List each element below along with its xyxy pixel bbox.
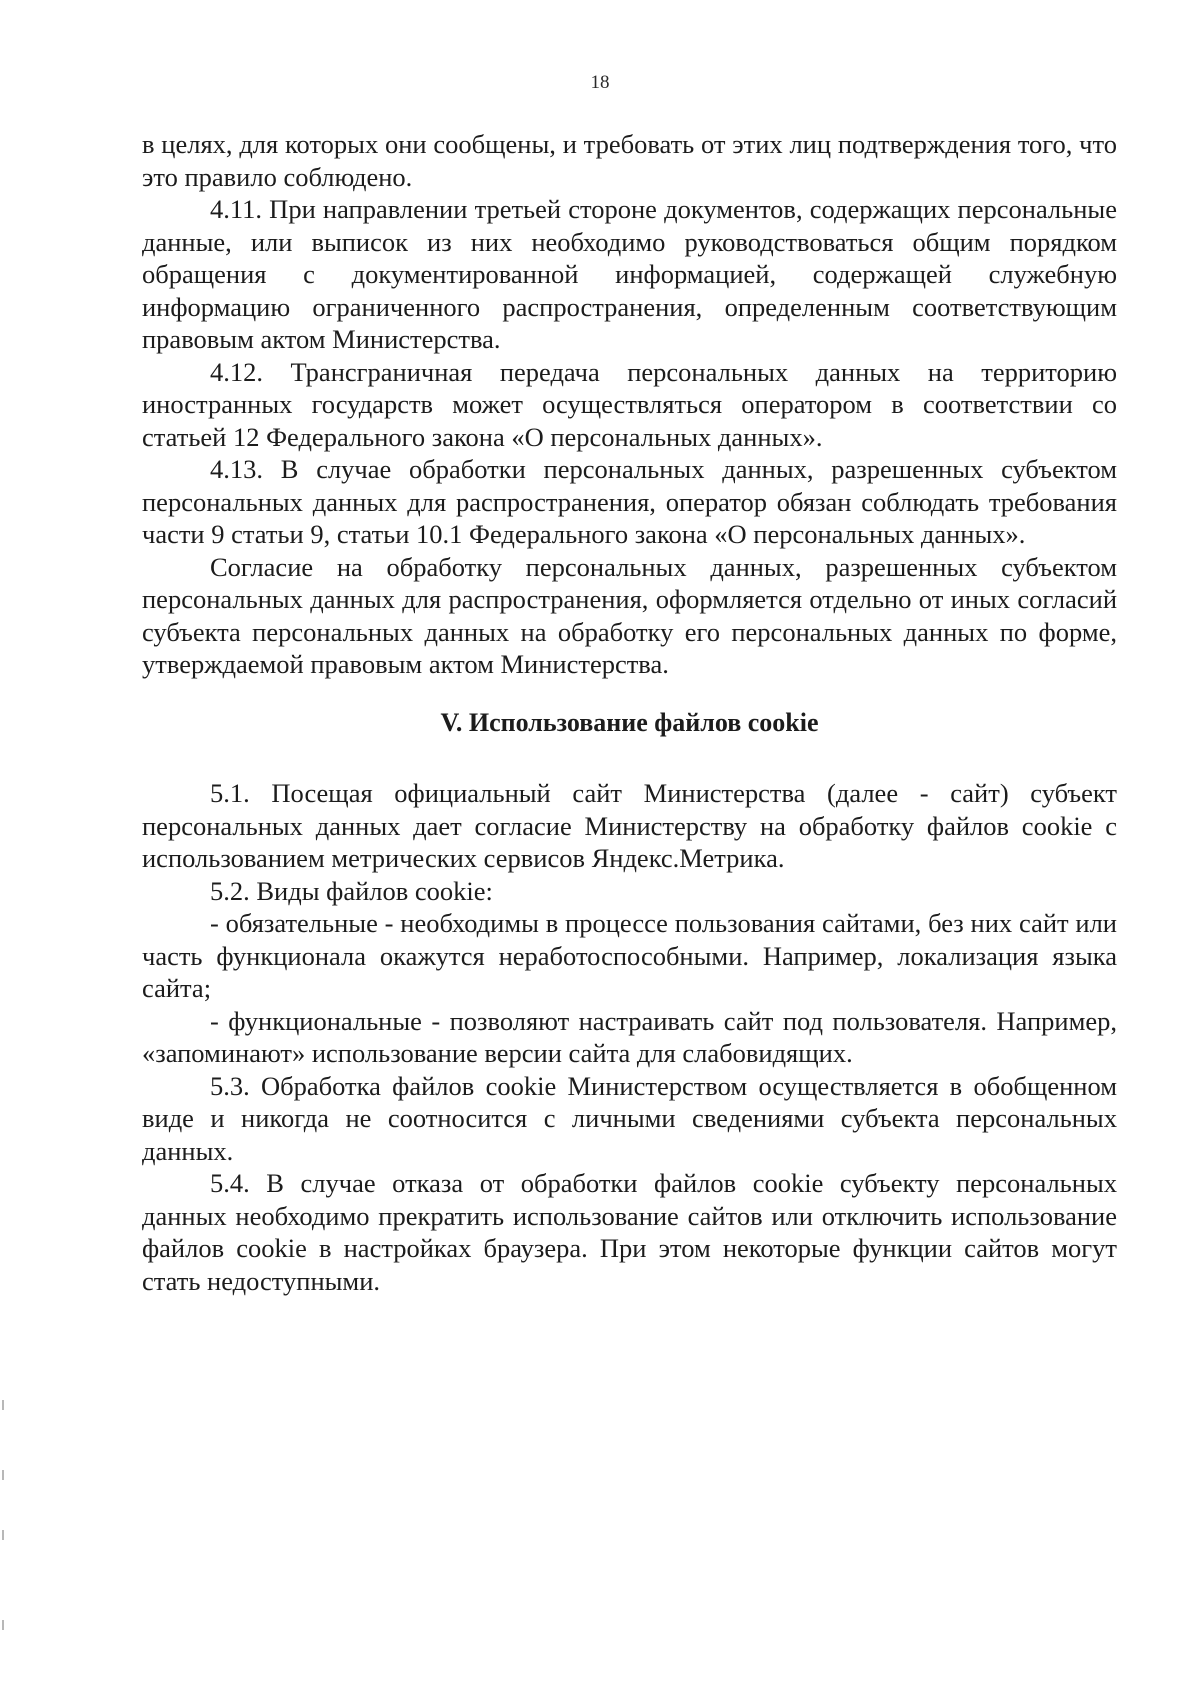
scan-edge-mark <box>2 1530 4 1540</box>
scan-edge-mark <box>2 1400 4 1410</box>
page-number: 18 <box>590 72 610 93</box>
paragraph-continuation: в целях, для которых они сообщены, и требовать от этих лиц подтверждения того, что это правило соблюдено. <box>142 129 1117 192</box>
scan-edge-mark <box>2 1620 4 1630</box>
paragraph-5-3: 5.3. Обработка файлов cookie Министерством осуществляется в обобщенном виде и никогда не соотносится с личными сведениями субъекта персональных данных. <box>142 1070 1117 1166</box>
paragraph-consent: Согласие на обработку персональных данных, разрешенных субъектом персональных данных для распространения, оформляется отдельно от иных согласий субъекта персональных данных на обработку его персональных данных по форме, утверждаемой правовым актом Министерства. <box>142 551 1117 679</box>
scan-edge-mark <box>2 1470 4 1480</box>
paragraph-cookie-mandatory: - обязательные - необходимы в процессе пользования сайтами, без них сайт или часть функционала окажутся неработоспособными. Например, локализация языка сайта; <box>142 908 1117 1003</box>
paragraph-5-4: 5.4. В случае отказа от обработки файлов cookie субъекту персональных данных необходимо прекратить использование сайтов или отключить использование файлов cookie в настройках браузера. При этом некоторые функции сайтов могут стать недоступными. <box>142 1168 1117 1296</box>
document-body <box>142 128 1117 1297</box>
paragraph-4-13: 4.13. В случае обработки персональных данных, разрешенных субъектом персональных данных для распространения, оператор обязан соблюдать требования части 9 статьи 9, статьи 10.1 Федерального закона «О персональных данных». <box>142 454 1117 549</box>
paragraph-5-1: 5.1. Посещая официальный сайт Министерства (далее - сайт) субъект персональных данных дает согласие Министерству на обработку файлов cookie с использованием метрических сервисов Яндекс.Метрика. <box>142 778 1117 873</box>
paragraph-4-12: 4.12. Трансграничная передача персональных данных на территорию иностранных государств может осуществляться оператором в соответствии со статьей 12 Федерального закона «О персональных данных». <box>142 356 1117 452</box>
section-heading: V. Использование файлов cookie <box>440 707 819 737</box>
paragraph-4-11: 4.11. При направлении третьей стороне документов, содержащих персональные данные, или выписок из них необходимо руководствоваться общим порядком обращения с документированной информацией, содержащей служебную информацию ограниченного распространения, определенным соответствующим правовым актом Министерства. <box>142 194 1117 354</box>
paragraph-5-2: 5.2. Виды файлов cookie: <box>210 875 493 906</box>
paragraph-cookie-functional: - функциональные - позволяют настраивать сайт под пользователя. Например, «запоминают» использование версии сайта для слабовидящих. <box>142 1005 1117 1068</box>
